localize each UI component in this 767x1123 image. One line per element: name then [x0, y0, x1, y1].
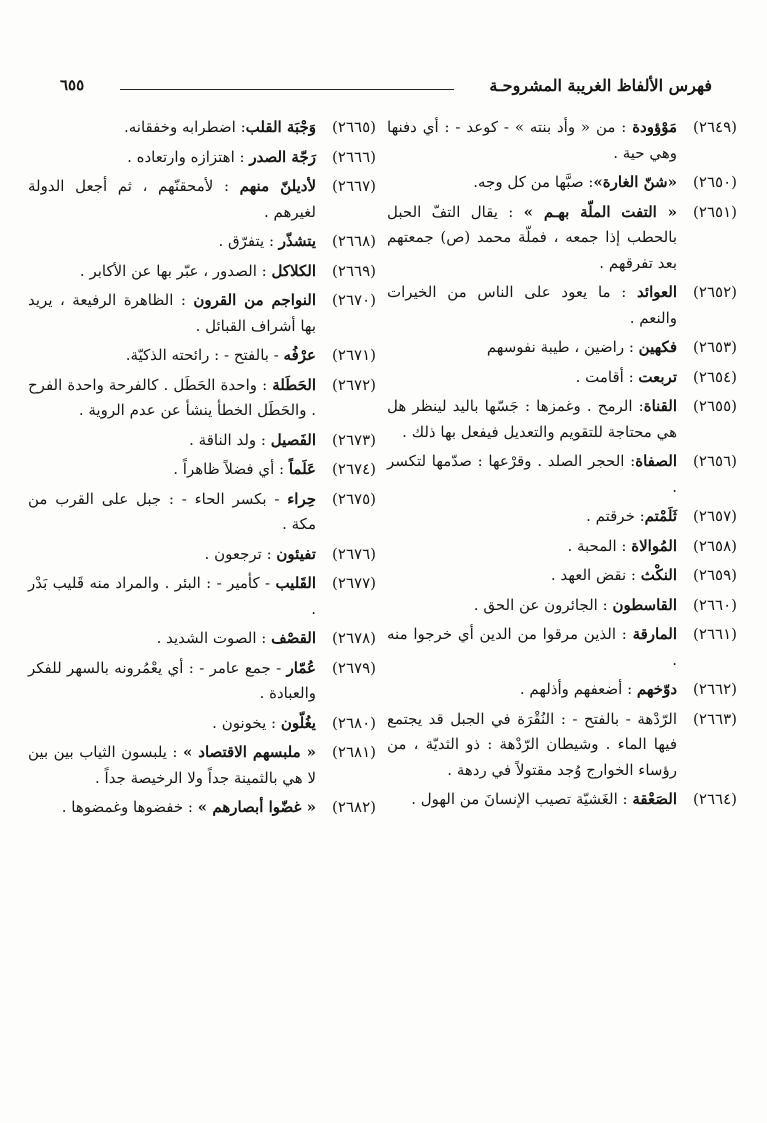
entry-term: « التفت الملّة بهـم »	[523, 202, 677, 221]
glossary-entry	[387, 365, 737, 391]
entry-number: (٢٦٧٨)	[332, 629, 376, 647]
entry-body	[28, 428, 316, 454]
entry-body	[387, 707, 677, 784]
entry-term: المارقة	[632, 625, 677, 643]
entry-term: عُمّار	[286, 658, 316, 677]
glossary-entry	[387, 200, 737, 277]
entry-number: (٢٦٥٣)	[693, 338, 737, 356]
glossary-entry	[387, 677, 737, 703]
entry-term: ثَلَمْتم	[644, 507, 677, 525]
entry-definition: : المحبة .	[567, 536, 632, 555]
entry-number: (٢٦٦٦)	[332, 147, 376, 166]
entry-body	[28, 259, 316, 285]
glossary-entry	[28, 174, 376, 225]
entry-definition: : الغَشيّة تصيب الإنسانَ من الهول .	[411, 790, 633, 808]
entry-definition: : واحدة الحَطَل . كالفرحة واحدة الفرح . والحَطَل الخطأ ينشأ عن عدم الروية .	[28, 375, 316, 419]
entry-term: دوّخهم	[636, 680, 677, 698]
entry-term: الكلاكل	[271, 261, 316, 280]
entry-number: (٢٦٥٩)	[693, 566, 737, 584]
entry-number: (٢٦٥٤)	[693, 367, 737, 386]
entry-definition: : أي فضلاً ظاهراً .	[173, 460, 289, 478]
glossary-entry	[28, 229, 376, 255]
entry-body	[28, 373, 316, 424]
glossary-entry	[28, 259, 376, 285]
entry-definition: : ولد الناقة .	[189, 430, 271, 449]
entry-definition: : صبَّها من كل وجه.	[473, 173, 594, 191]
entry-number: (٢٦٧٢)	[332, 375, 376, 394]
page-header	[60, 74, 712, 104]
left-column	[28, 115, 376, 825]
entry-definition: : الحجر الصلد . وقرْعها : صدّمها لتكسر .	[387, 452, 677, 496]
entry-term: القاسطون	[612, 595, 677, 614]
glossary-entry	[28, 428, 376, 454]
entry-number: (٢٦٧٤)	[332, 460, 376, 478]
glossary-entry	[387, 335, 737, 361]
entry-definition: الرّدْهة - بالفتح - : النُقْرَة في الجبل قد يجتمع فيها الماء . وشيطان الرّدْهة : ذو الثديّة ، من رؤساء الخوارج وُجد مقتولاً في ردهة .	[387, 709, 677, 779]
entry-term: الصَعْقة	[632, 790, 677, 808]
entry-body	[387, 449, 677, 500]
entry-body	[28, 457, 316, 483]
glossary-entry	[28, 115, 376, 141]
glossary-entry	[387, 563, 737, 589]
entry-body	[387, 280, 677, 331]
entry-number: (٢٦٦٩)	[332, 261, 376, 280]
glossary-entry	[28, 711, 376, 737]
entry-definition: : لأمحقنّهم ، ثم أجعل الدولة لغيرهم .	[28, 177, 316, 221]
entry-number: (٢٦٧٩)	[332, 658, 376, 677]
entry-definition: : الجائرون عن الحق .	[473, 595, 613, 614]
entry-term: عرْفُه	[283, 346, 316, 364]
entry-term: مَوْؤودة	[632, 118, 677, 136]
entry-number: (٢٦٧٥)	[332, 489, 376, 508]
entry-number: (٢٦٧١)	[332, 346, 376, 364]
glossary-entry	[387, 394, 737, 445]
entry-definition: - كأمير - : البئر . والمراد منه قَليب بَدْر .	[28, 574, 316, 618]
entry-term: القَليب	[275, 574, 316, 592]
entry-number: (٢٦٥١)	[693, 202, 737, 221]
entry-number: (٢٦٦٠)	[693, 595, 737, 614]
glossary-entry	[28, 373, 376, 424]
entry-number: (٢٦٦٣)	[693, 709, 737, 728]
glossary-entry	[387, 115, 737, 166]
glossary-entry	[387, 622, 737, 673]
glossary-entry	[387, 280, 737, 331]
glossary-entry	[28, 740, 376, 791]
entry-number: (٢٦٥٨)	[693, 536, 737, 555]
entry-term: وَجْبَة القلب	[245, 118, 316, 136]
glossary-entry	[28, 656, 376, 707]
entry-body	[387, 787, 677, 813]
entry-term: الفَصيل	[270, 430, 316, 449]
entry-number: (٢٦٦٤)	[693, 790, 737, 808]
entry-number: (٢٦٧٣)	[332, 430, 376, 449]
entry-body	[28, 115, 316, 141]
entry-definition: : اضطرابه وخفقانه.	[123, 118, 246, 136]
entry-term: القناة	[643, 397, 677, 415]
entry-definition: : ما يعود على الناس من الخيرات والنعم .	[387, 283, 677, 327]
glossary-entry	[387, 534, 737, 560]
entry-number: (٢٦٦٥)	[332, 118, 376, 136]
entry-definition: : خرقتم .	[586, 507, 645, 525]
entry-body	[28, 487, 316, 538]
entry-body	[387, 677, 677, 703]
entry-number: (٢٦٥٢)	[693, 283, 737, 301]
entry-number: (٢٦٧٧)	[332, 574, 376, 592]
glossary-entry	[28, 542, 376, 568]
entry-definition: : أقامت .	[575, 367, 639, 386]
entry-number: (٢٦٦٨)	[332, 232, 376, 250]
entry-body	[387, 200, 677, 277]
glossary-entry	[28, 487, 376, 538]
entry-term: يغُلّون	[280, 713, 316, 732]
entry-term: النواجم من القرون	[193, 291, 316, 309]
glossary-entry	[28, 457, 376, 483]
entry-body	[28, 656, 316, 707]
entry-body	[28, 145, 316, 171]
entry-definition: : يتفرّق .	[218, 232, 279, 250]
entry-definition: - بكسر الحاء - : جبل على القرب من مكة .	[28, 489, 316, 533]
entry-term: عَلَماً	[288, 460, 316, 478]
entry-body	[387, 593, 677, 619]
entry-number: (٢٦٨١)	[332, 743, 376, 761]
glossary-entry	[387, 707, 737, 784]
entry-body	[387, 622, 677, 673]
entry-term: المُوالاة	[631, 536, 677, 555]
glossary-entry	[387, 449, 737, 500]
entry-number: (٢٦٥٥)	[693, 397, 737, 415]
glossary-entry	[387, 593, 737, 619]
entry-term: الصفاة	[635, 452, 677, 470]
entry-body	[387, 563, 677, 589]
entry-body	[28, 174, 316, 225]
entry-body	[28, 711, 316, 737]
entry-body	[387, 115, 677, 166]
entry-term: النكْث	[640, 566, 677, 584]
entry-definition: - بالفتح - : رائحته الذكيّة.	[125, 346, 284, 364]
entry-definition: : من « وأد بنته » - كوعد - : أي دفنها وهي حية .	[387, 118, 677, 162]
entry-definition: : يلبسون الثياب بين بين لا هي بالثمينة جداً ولا الرخيصة جداً .	[28, 743, 316, 787]
entry-definition: : نقض العهد .	[550, 566, 641, 584]
glossary-entry	[387, 787, 737, 813]
entry-definition: : الصوت الشديد .	[156, 629, 272, 647]
entry-number: (٢٦٨٠)	[332, 713, 376, 732]
glossary-entry	[28, 145, 376, 171]
entry-definition: : الظاهرة الرفيعة ، يريد بها أشراف القبائل .	[28, 291, 316, 335]
entry-definition: : ترجعون .	[204, 544, 277, 563]
entry-term: حِراء	[287, 489, 316, 508]
entry-number: (٢٦٨٢)	[332, 798, 376, 816]
entry-term: لأديلنّ منهم	[239, 177, 316, 195]
entry-body	[387, 365, 677, 391]
entry-number: (٢٦٧٦)	[332, 544, 376, 563]
entry-body	[387, 394, 677, 445]
running-title: فهرس الألفاظ الغريبة المشروحـة	[489, 76, 712, 95]
entry-body	[387, 504, 677, 530]
entry-term: تربعت	[638, 367, 677, 386]
glossary-entry	[387, 170, 737, 196]
entry-body	[28, 795, 316, 821]
entry-number: (٢٦٦٧)	[332, 177, 376, 195]
entry-body	[387, 170, 677, 196]
entry-number: (٢٦٥٦)	[693, 452, 737, 470]
entry-body	[28, 229, 316, 255]
entry-definition: - جمع عامر - : أي يعْمُرونه بالسهر للفكر والعبادة .	[28, 658, 316, 702]
entry-term: رَجّة الصدر	[249, 147, 316, 166]
entry-term: الحَطَلة	[272, 375, 316, 394]
entry-definition: : الصدور ، عبّر بها عن الأكابر .	[79, 261, 272, 280]
entry-definition: : يقال التفّ الحبل بالحطب إذا جمعه ، فملّة محمد (ص) جمعتهم بعد تفرقهم .	[387, 202, 677, 272]
entry-definition: : يخونون .	[212, 713, 281, 732]
entry-term: العوائد	[637, 283, 677, 301]
entry-body	[28, 343, 316, 369]
entry-term: « ملبسهم الاقتصاد »	[182, 743, 316, 761]
entry-number: (٢٦٧٠)	[332, 291, 376, 309]
glossary-entry	[28, 343, 376, 369]
glossary-entry	[28, 571, 376, 622]
entry-body	[28, 740, 316, 791]
entry-definition: : الرمح . وغمزها : جَسّها باليد لينظر هل هي محتاجة للتقويم والتعديل فيفعل بها ذلك .	[387, 397, 677, 441]
entry-term: «شنّ الغارة»	[593, 173, 677, 191]
entry-definition: : اهتزازه وارتعاده .	[127, 147, 250, 166]
header-rule	[120, 89, 454, 90]
entry-term: تفيئون	[276, 544, 316, 563]
entry-body	[387, 335, 677, 361]
entry-definition: : خفضوها وغمضوها .	[61, 798, 198, 816]
entry-body	[387, 534, 677, 560]
entry-term: فكهين	[638, 338, 677, 356]
entry-body	[28, 288, 316, 339]
entry-definition: : أضعفهم وأذلهم .	[519, 680, 637, 698]
entry-term: القصْف	[271, 629, 316, 647]
entry-definition: : الذين مرقوا من الدين أي خرجوا منه .	[387, 625, 677, 669]
page-number: ٦٥٥	[60, 76, 85, 94]
entry-term: « غضّوا أبصارهم »	[197, 798, 316, 816]
entry-number: (٢٦٥٧)	[693, 507, 737, 525]
entry-number: (٢٦٥٠)	[693, 173, 737, 191]
glossary-entry	[28, 288, 376, 339]
entry-body	[28, 542, 316, 568]
entry-term: يتشذّر	[278, 232, 316, 250]
right-column	[387, 115, 737, 817]
glossary-entry	[28, 626, 376, 652]
glossary-entry	[387, 504, 737, 530]
entry-body	[28, 626, 316, 652]
entry-definition: : راضين ، طيبة نفوسهم	[486, 338, 639, 356]
entry-number: (٢٦٦١)	[693, 625, 737, 643]
entry-number: (٢٦٤٩)	[693, 118, 737, 136]
entry-body	[28, 571, 316, 622]
glossary-entry	[28, 795, 376, 821]
entry-number: (٢٦٦٢)	[693, 680, 737, 698]
